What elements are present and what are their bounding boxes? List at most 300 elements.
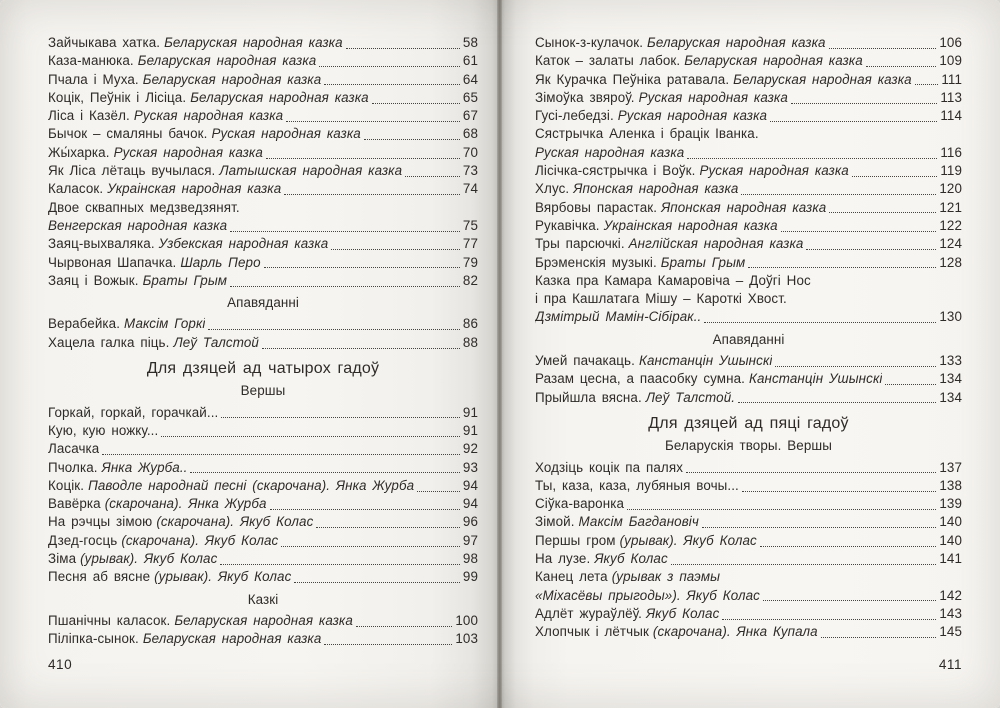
toc-entry bbox=[535, 107, 962, 125]
entry-label bbox=[48, 144, 263, 162]
entry-label bbox=[535, 235, 803, 253]
entry-label bbox=[48, 235, 328, 253]
entry-label bbox=[535, 623, 818, 641]
entry-label bbox=[48, 630, 321, 648]
entry-page-number: 124 bbox=[939, 236, 962, 252]
entry-page-number: 82 bbox=[462, 272, 478, 288]
toc-entry bbox=[535, 623, 962, 641]
dot-leader bbox=[331, 249, 460, 250]
entry-title: Зайчыкава хатка. bbox=[48, 35, 161, 50]
entry-page-number: 100 bbox=[455, 612, 478, 628]
entry-title: Ліса і Казёл. bbox=[48, 108, 130, 124]
entry-source: Браты Грым bbox=[660, 254, 746, 270]
entry-source: Японская народная казка bbox=[661, 199, 827, 215]
dot-leader bbox=[102, 454, 460, 455]
entry-source: Максім Багдановіч bbox=[578, 514, 699, 530]
dot-leader bbox=[702, 527, 936, 528]
entry-title: Гусі-лебедзі. bbox=[535, 108, 614, 124]
entry-title: Прыйшла вясна. bbox=[535, 389, 642, 405]
entry-title: Коцік, Пеўнік і Лісіца. bbox=[48, 89, 187, 105]
entry-title: Як Курачка Пеўніка ратавала. bbox=[535, 71, 730, 87]
entry-page-number: 58 bbox=[462, 35, 478, 50]
toc-entry bbox=[535, 477, 962, 495]
dot-leader bbox=[262, 348, 460, 349]
entry-label bbox=[48, 404, 218, 422]
toc-entry bbox=[48, 272, 478, 290]
dot-leader bbox=[364, 139, 460, 140]
entry-title: Пшанічны каласок. bbox=[48, 612, 171, 628]
dot-leader bbox=[270, 509, 460, 510]
entry-title: Хацела галка піць. bbox=[48, 334, 170, 350]
entry-label bbox=[535, 587, 760, 605]
entry-title: Зіма bbox=[48, 551, 77, 567]
dot-leader bbox=[266, 158, 460, 159]
toc-entry bbox=[48, 513, 478, 531]
toc-entry bbox=[535, 370, 962, 388]
dot-leader bbox=[866, 66, 937, 67]
entry-label bbox=[535, 254, 745, 272]
entry-page-number: 73 bbox=[462, 163, 478, 179]
toc-entry bbox=[535, 180, 962, 198]
entry-title: Каласок. bbox=[48, 181, 104, 197]
dot-leader bbox=[324, 644, 452, 645]
dot-leader bbox=[671, 564, 937, 565]
toc-entry bbox=[48, 199, 478, 217]
entry-page-number: 139 bbox=[939, 496, 962, 512]
entry-label bbox=[48, 459, 187, 477]
entry-page-number: 64 bbox=[462, 71, 478, 87]
entry-label bbox=[48, 440, 99, 458]
entry-source: Руская народная казка bbox=[617, 108, 768, 124]
toc-entry bbox=[48, 612, 478, 630]
entry-title: Двое сквапных медзведзянят. bbox=[48, 199, 240, 215]
entry-source: (урывак з паэмы bbox=[611, 569, 721, 585]
toc-entry bbox=[535, 513, 962, 531]
entry-title: Песня аб вясне bbox=[48, 569, 151, 585]
entry-label bbox=[48, 254, 261, 272]
dot-leader bbox=[372, 103, 460, 104]
entry-label bbox=[535, 52, 863, 70]
toc-entry bbox=[48, 315, 478, 333]
dot-leader bbox=[722, 619, 936, 620]
entry-title: Разам цесна, а паасобку сумна. bbox=[535, 371, 745, 387]
toc-entry bbox=[535, 272, 962, 290]
entry-title: Казка пра Камара Камаровіча – Доўгі Нос bbox=[535, 272, 811, 288]
entry-page-number: 106 bbox=[939, 35, 962, 50]
entry-source: (скарочана). Янка Журба bbox=[104, 496, 267, 512]
entry-source: Беларуская народная казка bbox=[164, 35, 343, 50]
dot-leader bbox=[316, 527, 460, 528]
entry-source: Беларуская народная казка bbox=[142, 631, 322, 647]
entry-label bbox=[535, 568, 720, 586]
entry-page-number: 91 bbox=[462, 422, 478, 438]
entry-title: Кую, кую ножку... bbox=[48, 422, 159, 438]
toc-entry bbox=[48, 180, 478, 198]
entry-label bbox=[48, 52, 316, 70]
entry-title: Заяц-выхваляка. bbox=[48, 236, 155, 252]
section-heading: Для дзяцей ад чатырох гадоў bbox=[146, 360, 380, 378]
dot-leader bbox=[686, 472, 936, 473]
toc-entry bbox=[48, 144, 478, 162]
entry-source: Якуб Колас bbox=[645, 605, 720, 621]
dot-leader bbox=[748, 267, 936, 268]
dot-leader bbox=[324, 84, 460, 85]
entry-label bbox=[535, 272, 811, 290]
toc-entry bbox=[535, 254, 962, 272]
entry-title: Адлёт жураўлёў. bbox=[535, 605, 642, 621]
entry-source: Беларуская народная казка bbox=[733, 71, 912, 87]
entry-page-number: 137 bbox=[939, 459, 962, 475]
dot-leader bbox=[738, 402, 936, 403]
entry-page-number: 92 bbox=[462, 441, 478, 457]
entry-page-number: 140 bbox=[939, 532, 962, 548]
section-heading: Апавяданні bbox=[227, 295, 299, 311]
toc-entry bbox=[48, 235, 478, 253]
entry-title: Сіўка-варонка bbox=[535, 496, 624, 512]
toc-entry bbox=[535, 389, 962, 407]
entry-page-number: 134 bbox=[939, 371, 962, 387]
entry-label bbox=[535, 180, 738, 198]
entry-page-number: 120 bbox=[939, 181, 962, 197]
entry-page-number: 98 bbox=[462, 551, 478, 567]
toc-entry bbox=[535, 52, 962, 70]
entry-title: Верабейка. bbox=[48, 316, 121, 332]
entry-title: Бычок – смаляны бачок. bbox=[48, 126, 208, 142]
entry-title: Ты, каза, каза, лубяныя вочы... bbox=[535, 477, 739, 493]
toc-entry bbox=[535, 235, 962, 253]
entry-page-number: 86 bbox=[462, 316, 478, 332]
entry-title: Піліпка-сынок. bbox=[48, 631, 139, 647]
entry-label bbox=[535, 125, 759, 143]
entry-page-number: 128 bbox=[939, 254, 962, 270]
dot-leader bbox=[742, 491, 936, 492]
entry-label bbox=[535, 162, 849, 180]
entry-source: Янка Журба.. bbox=[101, 459, 188, 475]
toc-entry bbox=[535, 71, 962, 89]
entry-title: На лузе. bbox=[535, 551, 591, 567]
section-heading: Апавяданні bbox=[712, 331, 785, 347]
entry-label bbox=[535, 550, 668, 568]
entry-source: Руская народная казка bbox=[133, 108, 284, 124]
entry-label bbox=[48, 89, 369, 107]
entry-source: (урывак). Якуб Колас bbox=[80, 551, 218, 567]
entry-label bbox=[48, 477, 414, 495]
toc-list-right bbox=[535, 34, 962, 642]
dot-leader bbox=[286, 121, 460, 122]
page-number-right: 411 bbox=[938, 657, 962, 672]
dot-leader bbox=[190, 472, 459, 473]
entry-label bbox=[535, 89, 788, 107]
entry-title: Зімоўка звяроў. bbox=[535, 89, 635, 105]
entry-page-number: 74 bbox=[462, 181, 478, 197]
entry-page-number: 114 bbox=[940, 108, 962, 124]
entry-page-number: 99 bbox=[462, 569, 478, 585]
entry-source: Беларуская народная казка bbox=[647, 35, 826, 50]
entry-source: Канстанцін Ушынскі bbox=[748, 371, 883, 387]
entry-source: Латышская народная казка bbox=[219, 163, 403, 179]
toc-entry bbox=[48, 532, 478, 550]
toc-entry bbox=[535, 568, 962, 586]
toc-entry bbox=[48, 630, 478, 648]
toc-entry bbox=[535, 144, 962, 162]
toc-entry bbox=[535, 532, 962, 550]
dot-leader bbox=[346, 48, 460, 49]
entry-label bbox=[48, 199, 240, 217]
entry-source: Руская народная казка bbox=[699, 163, 849, 179]
entry-page-number: 67 bbox=[462, 108, 478, 124]
dot-leader bbox=[791, 103, 937, 104]
entry-source: Беларуская народная казка bbox=[137, 53, 317, 69]
entry-label bbox=[48, 107, 283, 125]
entry-source: Максім Горкі bbox=[124, 316, 206, 332]
entry-label bbox=[535, 107, 767, 125]
dot-leader bbox=[829, 48, 937, 49]
book-spine-gutter bbox=[497, 0, 502, 708]
toc-entry bbox=[535, 550, 962, 568]
dot-leader bbox=[741, 194, 936, 195]
toc-entry bbox=[48, 217, 478, 235]
dot-leader bbox=[704, 322, 936, 323]
entry-label bbox=[48, 34, 343, 52]
entry-label bbox=[535, 389, 735, 407]
entry-title: Хлопчык і лётчык bbox=[535, 624, 649, 640]
entry-title: Жы́харка. bbox=[48, 144, 110, 160]
entry-page-number: 93 bbox=[462, 459, 478, 475]
toc-entry bbox=[535, 34, 962, 52]
entry-title: Першы гром bbox=[535, 532, 616, 548]
entry-source: Руская народная казка bbox=[113, 144, 263, 160]
toc-entry bbox=[48, 477, 478, 495]
toc-entry bbox=[48, 422, 478, 440]
toc-entry bbox=[48, 495, 478, 513]
dot-leader bbox=[220, 564, 460, 565]
entry-source: «Міхасёвы прыгоды»). Якуб Колас bbox=[535, 587, 760, 603]
entry-label bbox=[48, 513, 313, 531]
entry-title: Сястрычка Аленка і брацік Іванка. bbox=[535, 126, 759, 142]
entry-source: (скарочана). Янка Купала bbox=[652, 624, 818, 640]
toc-list-left bbox=[48, 34, 478, 649]
entry-title: Брэменскія музыкі. bbox=[535, 254, 657, 270]
entry-label bbox=[48, 217, 227, 235]
entry-source: (урывак). Якуб Колас bbox=[619, 532, 757, 548]
entry-page-number: 134 bbox=[939, 389, 962, 405]
entry-source: Руская народная казка bbox=[211, 126, 361, 142]
entry-title: Заяц і Вожык. bbox=[48, 272, 139, 288]
entry-source: Канстанцін Ушынскі bbox=[638, 353, 773, 369]
entry-label bbox=[535, 459, 683, 477]
entry-source: Беларуская народная казка bbox=[174, 612, 353, 628]
entry-label bbox=[48, 612, 353, 630]
entry-source: Паводле народнай песні (скарочана). Янка Журба bbox=[88, 477, 415, 493]
entry-title: Рукавічка. bbox=[535, 217, 600, 233]
entry-title: Вавёрка bbox=[48, 496, 101, 512]
entry-page-number: 143 bbox=[939, 605, 962, 621]
dot-leader bbox=[687, 158, 937, 159]
entry-label bbox=[535, 34, 826, 52]
dot-leader bbox=[264, 267, 460, 268]
entry-title: Вярбовы парастак. bbox=[535, 199, 658, 215]
entry-page-number: 141 bbox=[939, 551, 962, 567]
dot-leader bbox=[775, 366, 936, 367]
entry-source: Шарль Перо bbox=[180, 254, 261, 270]
entry-title: Пчолка. bbox=[48, 459, 98, 475]
toc-entry bbox=[48, 89, 478, 107]
toc-entry bbox=[48, 568, 478, 586]
entry-label bbox=[535, 290, 787, 308]
entry-page-number: 138 bbox=[939, 477, 962, 493]
toc-entry bbox=[48, 550, 478, 568]
section-heading: Казкі bbox=[247, 591, 279, 607]
entry-title: Сынок-з-кулачок. bbox=[535, 35, 644, 50]
entry-label bbox=[535, 199, 826, 217]
dot-leader bbox=[208, 329, 459, 330]
toc-entry bbox=[535, 352, 962, 370]
dot-leader bbox=[627, 509, 936, 510]
dot-leader bbox=[284, 194, 460, 195]
dot-leader bbox=[770, 121, 937, 122]
entry-page-number: 68 bbox=[462, 126, 478, 142]
dot-leader bbox=[161, 436, 460, 437]
entry-page-number: 109 bbox=[939, 53, 962, 69]
entry-page-number: 75 bbox=[462, 217, 478, 233]
entry-label bbox=[535, 144, 684, 162]
page-number-left: 410 bbox=[48, 657, 73, 672]
entry-source: (скарочана). Якуб Колас bbox=[156, 514, 314, 530]
toc-entry bbox=[535, 89, 962, 107]
entry-source: (урывак). Якуб Колас bbox=[154, 569, 292, 585]
toc-entry bbox=[535, 199, 962, 217]
entry-title: Чырвоная Шапачка. bbox=[48, 254, 177, 270]
dot-leader bbox=[417, 491, 460, 492]
dot-leader bbox=[356, 626, 452, 627]
entry-page-number: 130 bbox=[939, 309, 962, 325]
entry-label bbox=[48, 272, 227, 290]
dot-leader bbox=[294, 582, 460, 583]
entry-page-number: 88 bbox=[462, 334, 478, 350]
toc-entry bbox=[48, 125, 478, 143]
entry-label bbox=[535, 370, 882, 388]
toc-entry bbox=[535, 605, 962, 623]
toc-entry bbox=[48, 162, 478, 180]
entry-page-number: 70 bbox=[462, 144, 478, 160]
entry-title: Пчала і Муха. bbox=[48, 71, 139, 87]
dot-leader bbox=[405, 176, 460, 177]
entry-title: Зімой. bbox=[535, 514, 575, 530]
toc-entry bbox=[48, 52, 478, 70]
entry-label bbox=[48, 568, 291, 586]
dot-leader bbox=[821, 637, 937, 638]
entry-page-number: 65 bbox=[462, 89, 478, 105]
entry-title: Лісічка-сястрычка і Воўк. bbox=[535, 163, 696, 179]
entry-page-number: 113 bbox=[940, 89, 962, 105]
entry-page-number: 103 bbox=[455, 631, 478, 647]
entry-label bbox=[48, 125, 361, 143]
toc-entry bbox=[535, 125, 962, 143]
entry-page-number: 97 bbox=[462, 532, 478, 548]
toc-entry bbox=[48, 404, 478, 422]
entry-source: Англійская народная казка bbox=[628, 236, 804, 252]
entry-label bbox=[535, 352, 772, 370]
dot-leader bbox=[760, 546, 936, 547]
entry-label bbox=[535, 217, 778, 235]
entry-source: Браты Грым bbox=[142, 272, 228, 288]
toc-entry bbox=[48, 440, 478, 458]
entry-title: Тры парсючкі. bbox=[535, 236, 625, 252]
entry-page-number: 122 bbox=[939, 217, 962, 233]
entry-page-number: 140 bbox=[939, 514, 962, 530]
toc-entry bbox=[48, 459, 478, 477]
entry-page-number: 96 bbox=[462, 514, 478, 530]
entry-source: Японская народная казка bbox=[573, 181, 739, 197]
entry-label bbox=[48, 71, 321, 89]
toc-entry bbox=[535, 587, 962, 605]
entry-title: Канец лета bbox=[535, 569, 608, 585]
section-heading: Для дзяцей ад пяці гадоў bbox=[648, 414, 849, 432]
entry-source: Руская народная казка bbox=[535, 144, 685, 160]
section-heading: Вершы bbox=[240, 383, 286, 399]
toc-entry bbox=[535, 162, 962, 180]
entry-title: На рэчцы зімою bbox=[48, 514, 153, 530]
entry-page-number: 121 bbox=[939, 199, 962, 215]
dot-leader bbox=[852, 176, 938, 177]
entry-source: Якуб Колас bbox=[594, 551, 668, 567]
entry-source: Руская народная казка bbox=[638, 89, 788, 105]
entry-page-number: 79 bbox=[462, 254, 478, 270]
entry-title: Каза-манюка. bbox=[48, 53, 134, 69]
dot-leader bbox=[221, 417, 460, 418]
entry-source: Беларуская народная казка bbox=[190, 89, 369, 105]
dot-leader bbox=[885, 384, 936, 385]
entry-page-number: 145 bbox=[939, 624, 962, 640]
entry-title: Дзед-госць bbox=[48, 532, 118, 548]
entry-source: Беларуская народная казка bbox=[684, 53, 863, 69]
entry-label bbox=[535, 513, 699, 531]
toc-entry bbox=[535, 459, 962, 477]
dot-leader bbox=[319, 66, 460, 67]
toc-entry bbox=[535, 290, 962, 308]
entry-source: Украінская народная казка bbox=[107, 181, 282, 197]
entry-page-number: 94 bbox=[462, 477, 478, 493]
entry-source: Леў Талстой bbox=[173, 334, 259, 350]
entry-label bbox=[48, 162, 402, 180]
entry-label bbox=[48, 422, 158, 440]
section-heading: Беларускія творы. Вершы bbox=[665, 438, 832, 454]
entry-label bbox=[535, 495, 624, 513]
entry-title: Коцік. bbox=[48, 477, 85, 493]
entry-label bbox=[535, 532, 757, 550]
entry-source: Украінская народная казка bbox=[603, 217, 778, 233]
dot-leader bbox=[281, 546, 460, 547]
toc-entry bbox=[48, 71, 478, 89]
dot-leader bbox=[829, 212, 936, 213]
entry-page-number: 94 bbox=[462, 496, 478, 512]
entry-page-number: 91 bbox=[462, 404, 478, 420]
dot-leader bbox=[806, 249, 936, 250]
entry-title: Як Ліса лётаць вучылася. bbox=[48, 163, 216, 179]
entry-page-number: 119 bbox=[940, 163, 962, 179]
entry-source: Узбекская народная казка bbox=[158, 236, 329, 252]
entry-page-number: 111 bbox=[941, 71, 962, 87]
entry-label bbox=[48, 532, 278, 550]
entry-page-number: 142 bbox=[939, 587, 962, 603]
dot-leader bbox=[781, 231, 937, 232]
entry-label bbox=[48, 334, 259, 352]
toc-entry bbox=[535, 495, 962, 513]
entry-title: Ходзіць коцік па палях bbox=[535, 459, 683, 475]
entry-source: Леў Талстой. bbox=[645, 389, 736, 405]
entry-title: Горкай, горкай, горачкай... bbox=[48, 404, 219, 420]
entry-source: Дзмітрый Мамін-Сібірак.. bbox=[535, 309, 702, 325]
